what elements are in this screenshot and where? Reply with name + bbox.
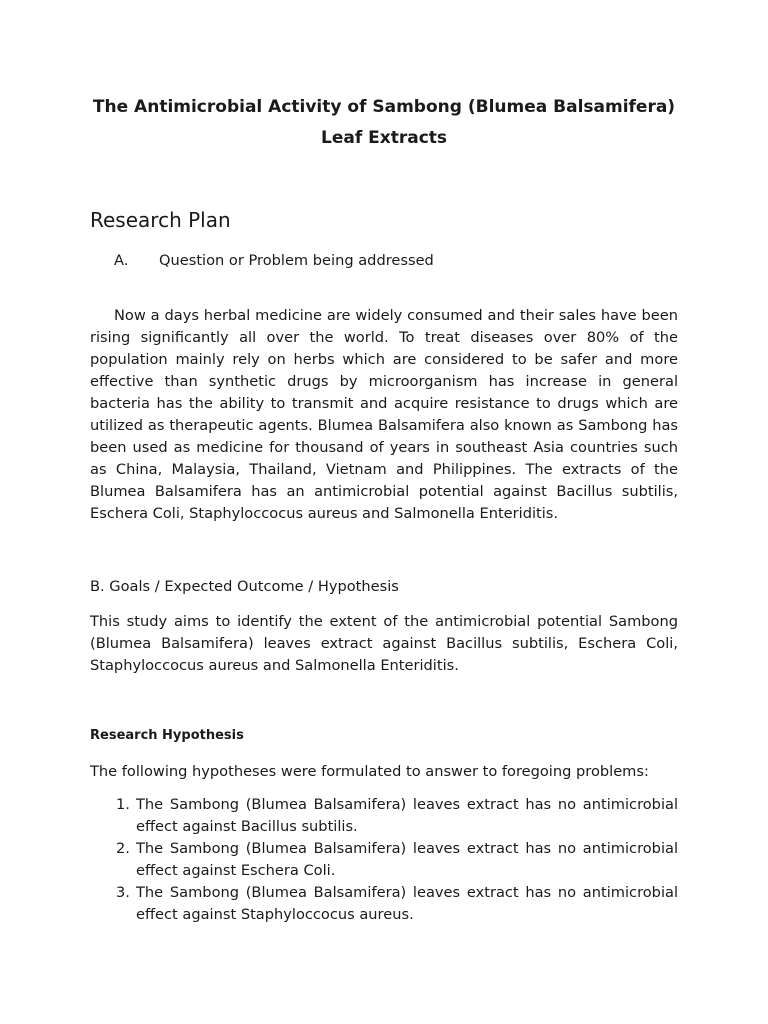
- list-item-text: The Sambong (Blumea Balsamifera) leaves extract has no antimicrobial effect against Bacillus subtilis.: [136, 796, 678, 835]
- subsection-a-letter: A.: [114, 252, 129, 269]
- list-item-number: 3.: [116, 884, 130, 901]
- subsection-a-paragraph: Now a days herbal medicine are widely consumed and their sales have been rising significantly all over the world. To treat diseases over 80% of the population mainly rely on herbs which are considered to be safer and more effective than synthetic drugs by microorganism has increase in general bacteria has the ability to transmit and acquire resistance to drugs which are utilized as therapeutic agents. Blumea Balsamifera also known as Sambong has been used as medicine for thousand of years in southeast Asia countries such as China, Malaysia, Thailand, Vietnam and Philippines. The extracts of the Blumea Balsamifera has an antimicrobial potential against Bacillus subtilis, Eschera Coli, Staphyloccocus aureus and Salmonella Enteriditis.: [90, 307, 678, 522]
- subsection-b-paragraph: This study aims to identify the extent of the antimicrobial potential Sambong (Blumea Balsamifera) leaves extract against Bacillus subtilis, Eschera Coli, Staphyloccocus aureus and Salmonella Enteriditis.: [90, 613, 678, 674]
- hypothesis-intro: The following hypotheses were formulated to answer to foregoing problems:: [90, 763, 649, 780]
- hypothesis-heading: Research Hypothesis: [90, 728, 244, 743]
- list-item-number: 1.: [116, 796, 130, 813]
- document-title: [80, 92, 688, 154]
- list-item-text: The Sambong (Blumea Balsamifera) leaves extract has no antimicrobial effect against Staphyloccocus aureus.: [136, 884, 678, 923]
- list-item-text: The Sambong (Blumea Balsamifera) leaves extract has no antimicrobial effect against Eschera Coli.: [136, 840, 678, 879]
- subsection-a-label: Question or Problem being addressed: [159, 252, 434, 269]
- list-item-number: 2.: [116, 840, 130, 857]
- subsection-a-heading: [90, 251, 678, 271]
- hypothesis-list: [90, 794, 678, 926]
- title-line-2: Leaf Extracts: [320, 128, 448, 148]
- title-line-1: The Antimicrobial Activity of Sambong (Blumea Balsamifera): [92, 97, 676, 117]
- subsection-b-heading: B. Goals / Expected Outcome / Hypothesis: [90, 578, 399, 595]
- list-item: [90, 882, 678, 926]
- section-heading: Research Plan: [90, 208, 231, 232]
- list-item: [90, 794, 678, 838]
- list-item: [90, 838, 678, 882]
